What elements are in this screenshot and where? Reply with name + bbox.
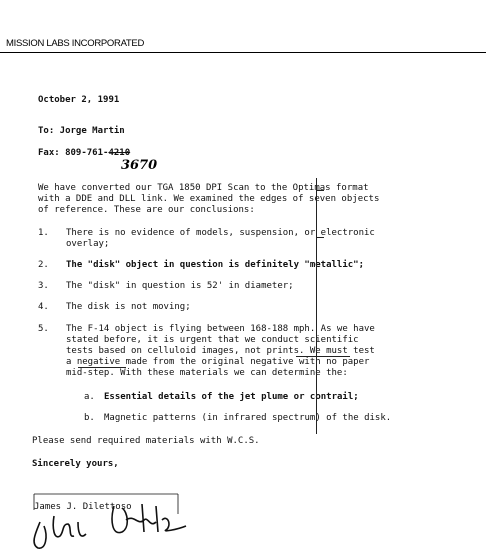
intro-line-1: We have converted our TGA 1850 DPI Scan to the Optimas format [38, 183, 369, 193]
box-tick [316, 237, 324, 238]
letterhead: MISSION LABS INCORPORATED [6, 38, 145, 49]
item-4-text: The disk is not moving; [66, 302, 191, 312]
item-5-line-1: The F-14 object is flying between 168-188 mph. As we have [66, 324, 375, 334]
item-number: 2. [38, 260, 49, 270]
subitem-letter: a. [84, 392, 95, 402]
handwritten-signature [18, 486, 198, 554]
item-2-text: The "disk" object in question is definitely "metallic"; [66, 260, 365, 270]
letterhead-rule [0, 52, 486, 53]
request-line: Please send required materials with W.C.S. [32, 436, 260, 446]
closing-line: Sincerely yours, [32, 459, 119, 469]
letter-date: October 2, 1991 [38, 95, 120, 105]
item-number: 1. [38, 228, 49, 238]
fax-struck-digits: 4210 [108, 148, 131, 158]
item-number: 3. [38, 281, 49, 291]
item-1-line-2: overlay; [66, 239, 110, 249]
subitem-b-text: Magnetic patterns (in infrared spectrum) of the disk. [104, 413, 392, 423]
box-tick [316, 190, 324, 191]
underline-not-prints [296, 356, 350, 357]
item-5-line-4: a negative made from the original negative with no paper [66, 357, 370, 367]
signer-name: James J. Dilettoso [34, 502, 132, 512]
item-5-line-5: mid-step. With these materials we can determine the: [66, 368, 348, 378]
item-5-line-2: stated before, it is urgent that we conduct scientific [66, 335, 359, 345]
fax-number [38, 148, 130, 159]
fax-handwritten-correction: 3670 [121, 158, 158, 173]
intro-line-3: of reference. These are our conclusions: [38, 205, 255, 215]
recipient-line: To: Jorge Martin [38, 126, 125, 136]
item-number: 4. [38, 302, 49, 312]
fax-prefix: Fax: 809-761- [38, 148, 109, 158]
item-3-text: The "disk" in question is 52' in diameter; [66, 281, 294, 291]
underline-negative [78, 367, 126, 368]
intro-line-2: with a DDE and DLL link. We examined the edges of seven objects [38, 194, 380, 204]
subitem-a-text: Essential details of the jet plume or contrail; [104, 392, 359, 402]
item-5-line-3: tests based on celluloid images, not prints. We must test [66, 346, 375, 356]
item-number: 5. [38, 324, 49, 334]
box-edge-line [316, 178, 317, 434]
subitem-letter: b. [84, 413, 95, 423]
item-1-line-1: There is no evidence of models, suspension, or electronic [66, 228, 375, 238]
